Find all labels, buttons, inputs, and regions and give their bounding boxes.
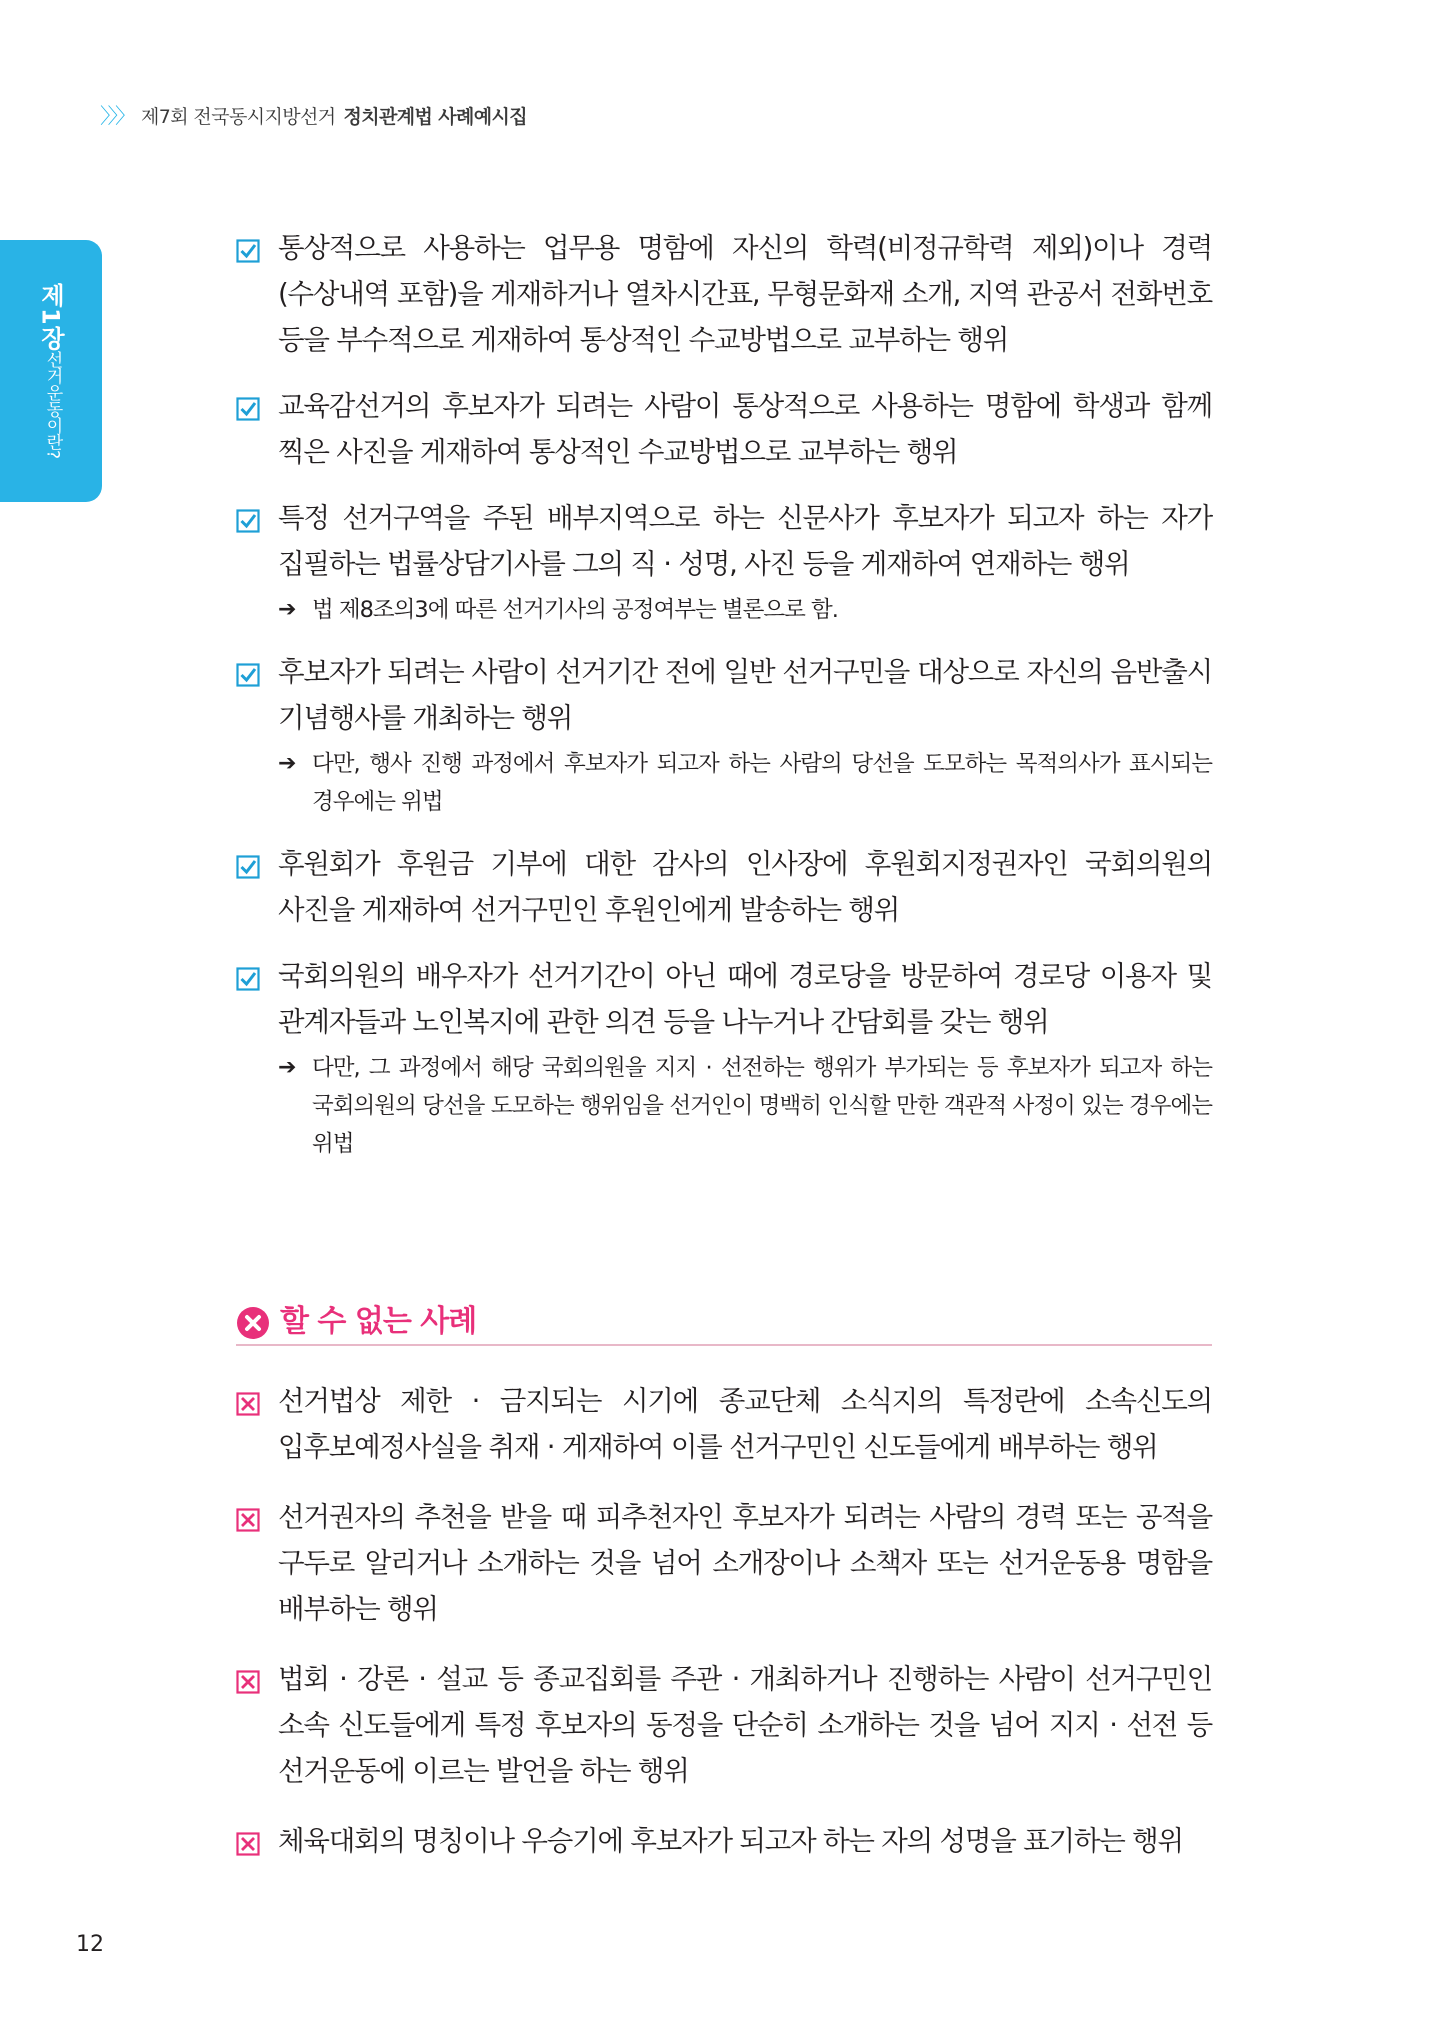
checked-box-icon <box>236 509 264 533</box>
item-text: 선거권자의 추천을 받을 때 피추천자인 후보자가 되려는 사람의 경력 또는 공적을 구두로 알리거나 소개하는 것을 넘어 소개장이나 소책자 또는 선거운동용 명함을 배부하는 행위 <box>278 1501 1212 1625</box>
item-text: 후원회가 후원금 기부에 대한 감사의 인사장에 후원회지정권자인 국회의원의 사진을 게재하여 선거구민인 후원인에게 발송하는 행위 <box>278 848 1212 926</box>
note-text: 다만, 행사 진행 과정에서 후보자가 되고자 하는 사람의 당선을 도모하는 목적의사가 표시되는 경우에는 위법 <box>312 751 1212 815</box>
arrow-right-icon: ➔ <box>278 751 297 776</box>
x-box-icon <box>236 1832 264 1856</box>
header-title-regular: 제7회 전국동시지방선거 <box>141 105 336 128</box>
note-text: 법 제8조의3에 따른 선거기사의 공정여부는 별론으로 함. <box>312 597 838 623</box>
forbidden-cases-list <box>236 1378 1212 1864</box>
item-text: 법회 · 강론 · 설교 등 종교집회를 주관 · 개최하거나 진행하는 사람이 선거구민인 소속 신도들에게 특정 후보자의 동정을 단순히 소개하는 것을 넘어 지지 · 선전 등 선거운동에 이르는 발언을 하는 행위 <box>278 1663 1212 1787</box>
x-box-icon <box>236 1392 264 1416</box>
page-number: 12 <box>76 1932 104 1957</box>
arrow-right-icon: ➔ <box>278 597 297 622</box>
list-item <box>236 495 1212 587</box>
list-item <box>236 1494 1212 1632</box>
section-heading-forbidden <box>236 1300 1212 1346</box>
section-title: 할 수 없는 사례 <box>280 1304 477 1339</box>
chapter-label: 제1장 <box>36 283 65 352</box>
list-item <box>236 841 1212 933</box>
checked-box-icon <box>236 239 264 263</box>
checked-box-icon <box>236 855 264 879</box>
item-text: 체육대회의 명칭이나 우승기에 후보자가 되고자 하는 자의 성명을 표기하는 행위 <box>278 1825 1183 1857</box>
x-box-icon <box>236 1508 264 1532</box>
chevron-icons: 〉〉〉 <box>100 104 133 128</box>
item-text: 교육감선거의 후보자가 되려는 사람이 통상적으로 사용하는 명함에 학생과 함께 찍은 사진을 게재하여 통상적인 수교방법으로 교부하는 행위 <box>278 390 1212 468</box>
list-item <box>236 649 1212 741</box>
item-text: 통상적으로 사용하는 업무용 명함에 자신의 학력(비정규학력 제외)이나 경력(수상내역 포함)을 게재하거나 열차시간표, 무형문화재 소개, 지역 관공서 전화번호 등을 부수적으로 게재하여 통상적인 수교방법으로 교부하는 행위 <box>278 232 1212 356</box>
item-text: 특정 선거구역을 주된 배부지역으로 하는 신문사가 후보자가 되고자 하는 자가 집필하는 법률상담기사를 그의 직 · 성명, 사진 등을 게재하여 연재하는 행위 <box>278 502 1212 580</box>
list-item <box>236 225 1212 363</box>
list-item <box>236 953 1212 1045</box>
item-text: 선거법상 제한 · 금지되는 시기에 종교단체 소식지의 특정란에 소속신도의 입후보예정사실을 취재 · 게재하여 이를 선거구민인 신도들에게 배부하는 행위 <box>278 1385 1212 1463</box>
list-item <box>236 1378 1212 1470</box>
x-circle-icon <box>236 1306 270 1340</box>
checked-box-icon <box>236 663 264 687</box>
x-box-icon <box>236 1670 264 1694</box>
item-note <box>278 745 1212 821</box>
chapter-side-tab <box>0 240 102 502</box>
list-item <box>236 383 1212 475</box>
item-note <box>278 1049 1212 1163</box>
checked-box-icon <box>236 397 264 421</box>
checked-box-icon <box>236 967 264 991</box>
list-item <box>236 1656 1212 1794</box>
list-item <box>236 1818 1212 1864</box>
allowed-cases-list <box>236 225 1212 1163</box>
note-text: 다만, 그 과정에서 해당 국회의원을 지지 · 선전하는 행위가 부가되는 등 후보자가 되고자 하는 국회의원의 당선을 도모하는 행위임을 선거인이 명백히 인식할 만한 객관적 사정이 있는 경우에는 위법 <box>312 1055 1212 1157</box>
item-note <box>278 591 1212 629</box>
item-text: 후보자가 되려는 사람이 선거기간 전에 일반 선거구민을 대상으로 자신의 음반출시 기념행사를 개최하는 행위 <box>278 656 1212 734</box>
header-title-bold: 정치관계법 사례예시집 <box>343 105 528 128</box>
chapter-subtitle: 선거운동이란? <box>42 351 63 459</box>
arrow-right-icon: ➔ <box>278 1055 297 1080</box>
running-header <box>100 100 527 130</box>
item-text: 국회의원의 배우자가 선거기간이 아닌 때에 경로당을 방문하여 경로당 이용자 및 관계자들과 노인복지에 관한 의견 등을 나누거나 간담회를 갖는 행위 <box>278 960 1212 1038</box>
